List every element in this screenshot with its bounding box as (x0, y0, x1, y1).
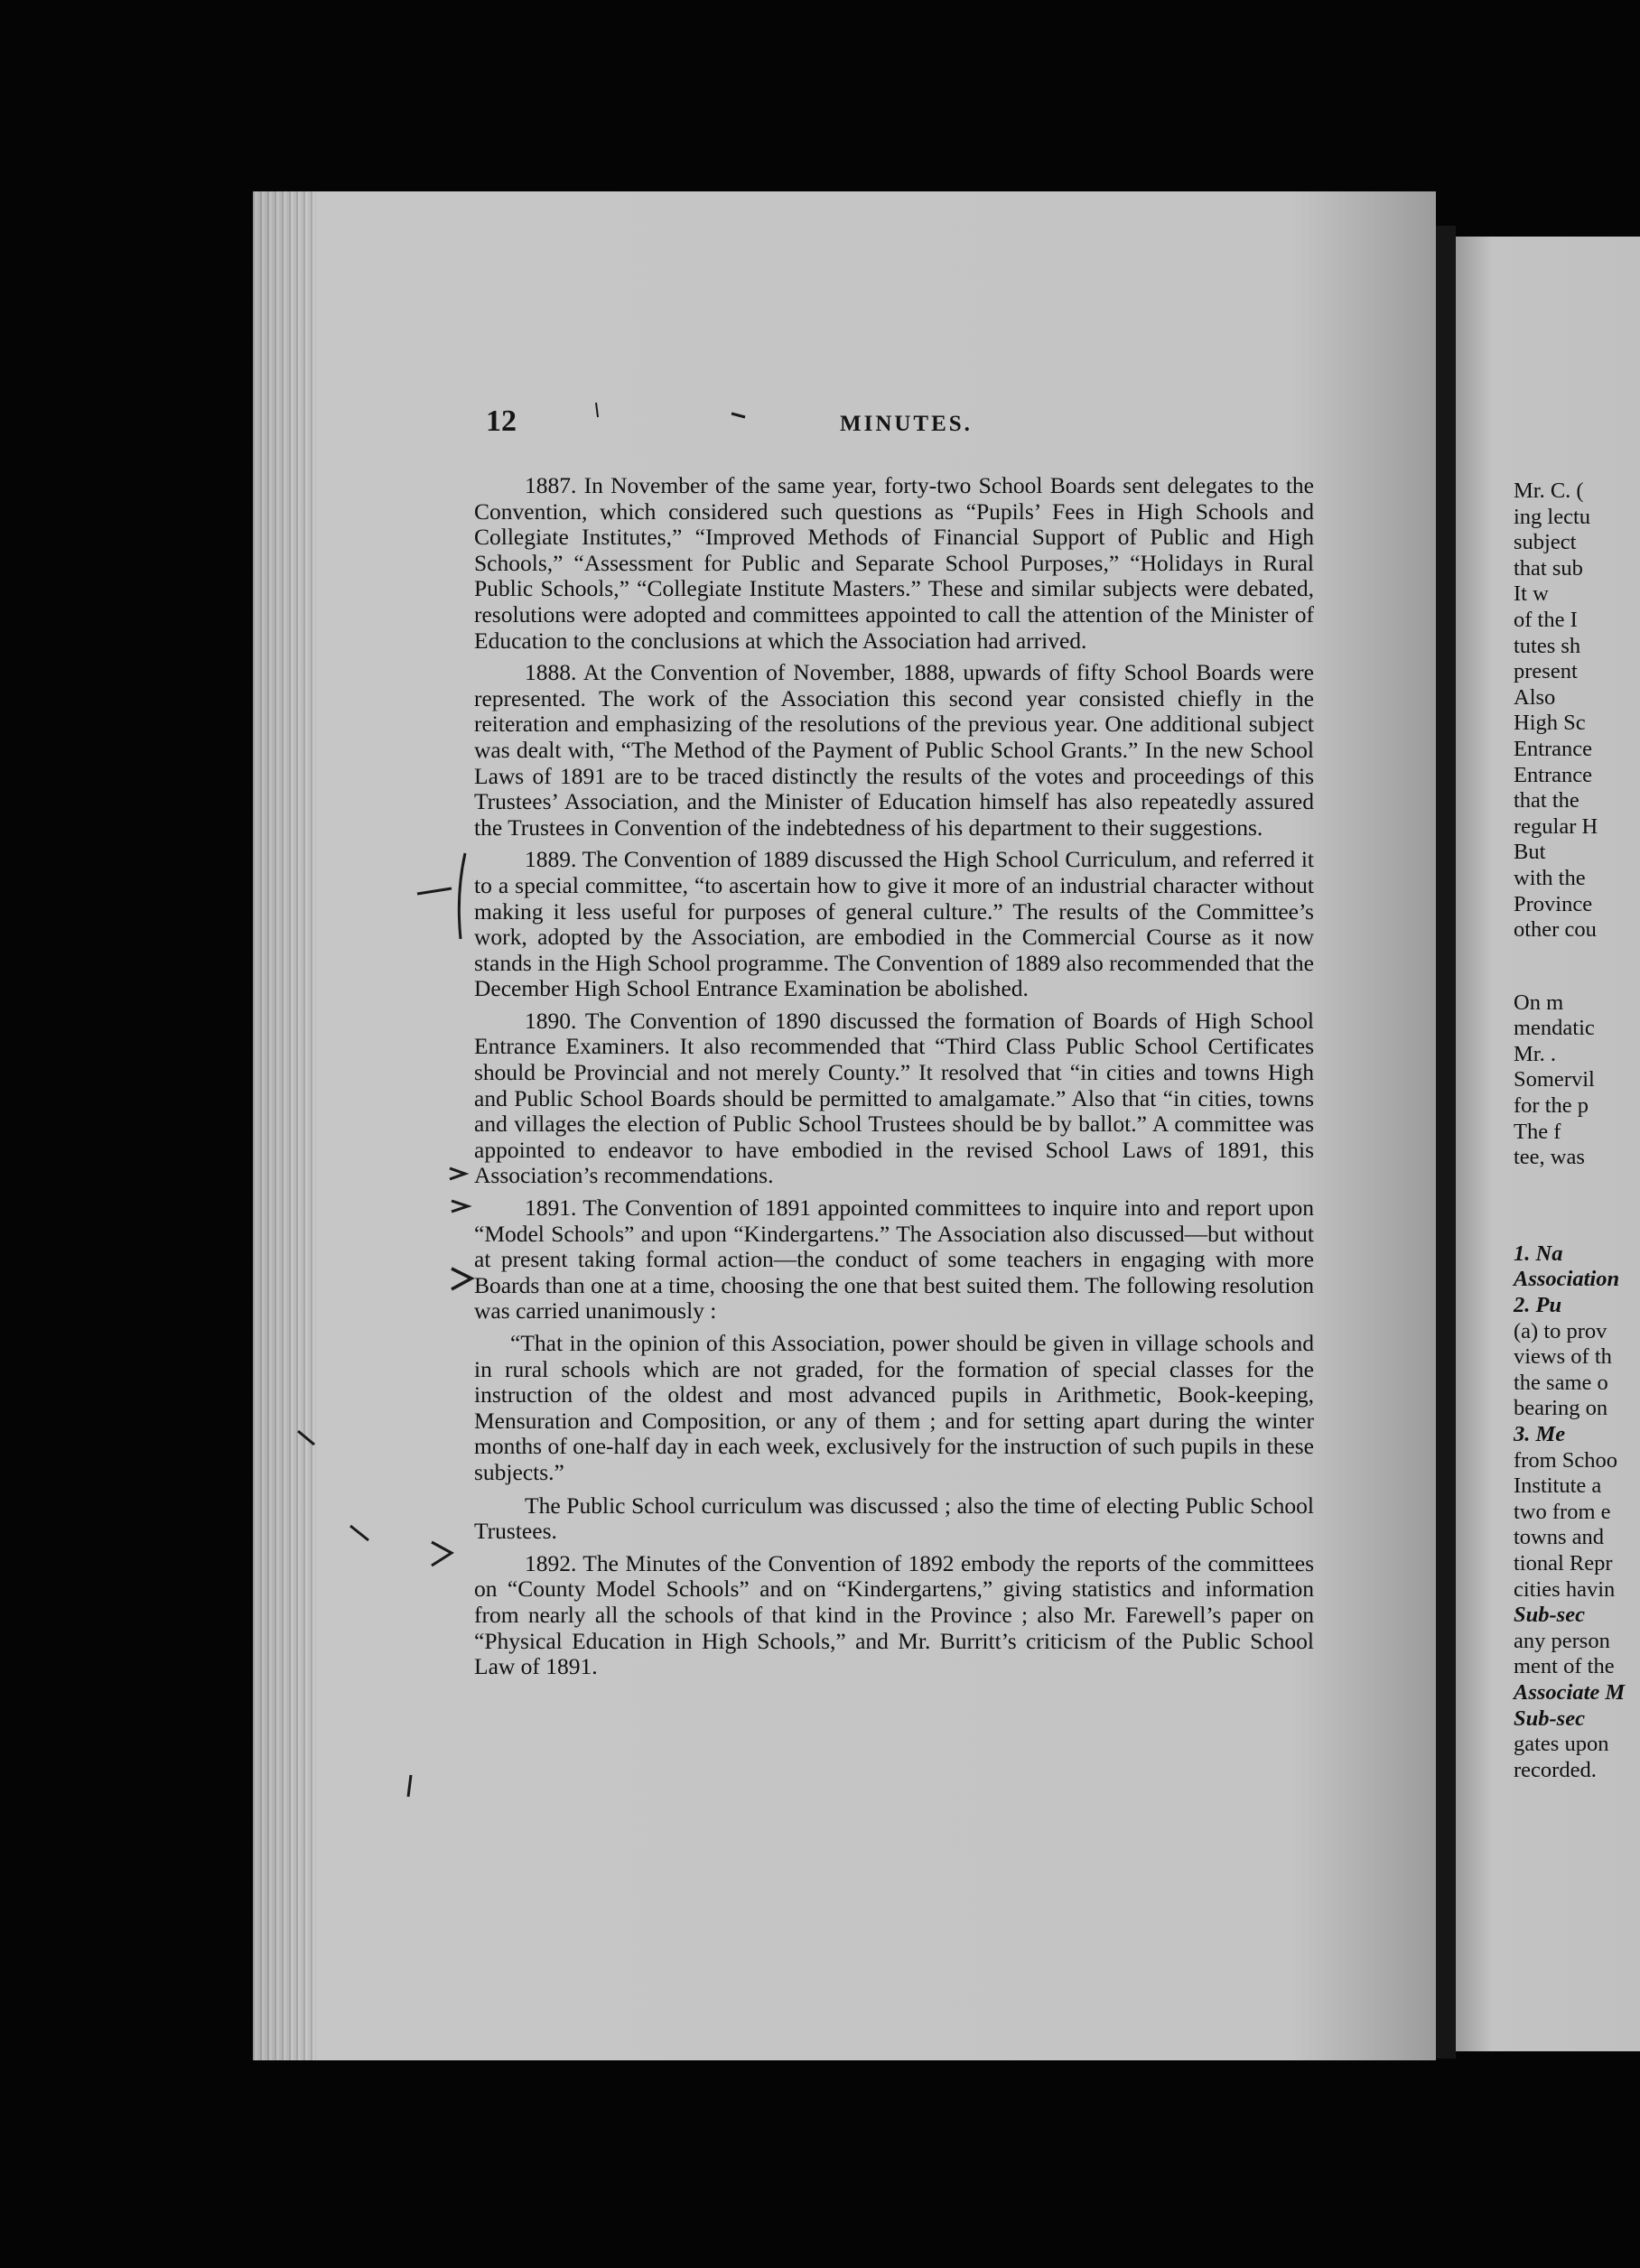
facing-line: ment of the (1514, 1654, 1615, 1679)
facing-line: Entrance (1514, 736, 1593, 761)
page-number: 12 (486, 404, 517, 438)
facing-line: 3. Me (1514, 1422, 1566, 1446)
facing-line: subject (1514, 530, 1577, 555)
facing-line: Sub-sec (1514, 1706, 1585, 1731)
facing-line: towns and (1514, 1525, 1605, 1550)
facing-line: tional Repr (1514, 1550, 1613, 1576)
facing-line: for the p (1514, 1093, 1589, 1119)
facing-spacer (1514, 943, 1640, 990)
facing-line: But (1514, 840, 1546, 865)
facing-line: It w (1514, 581, 1549, 607)
paragraph-1892: 1892. The Minutes of the Convention of 1892 embody the reports of the committees on “County Model Schools” and on “Kindergartens,” giving statistics and information from nearly all the schools of that kind in the Province ; also Mr. Farewell’s paper on “Physical Education in High Schools,” and Mr. Burritt’s criticism of the Public School Law of 1891. (474, 1549, 1314, 1680)
facing-line: regular H (1514, 813, 1598, 839)
facing-line: from Schoo (1514, 1447, 1617, 1473)
paragraph-1888: 1888. At the Convention of November, 1888, upwards of fifty School Boards were represented. The work of the Association this second year consisted chiefly in the reiteration and emphasizing of the resolutions of the previous year. One additional subject was dealt with, “The Method of the Payment of Public School Grants.” In the new School Laws of 1891 are to be traced distinctly the results of the votes and proceedings of this Trustees’ Association, and the Minister of Education himself has also repeatedly assured the Trustees in Convention of the indebtedness of his department to their suggestions. (474, 659, 1314, 841)
facing-line: Somervil (1514, 1067, 1595, 1092)
facing-line: tutes sh (1514, 633, 1581, 658)
facing-line: any person (1514, 1628, 1610, 1653)
facing-line: Sub-sec (1514, 1603, 1585, 1628)
facing-line: Mr. C. ( (1514, 479, 1584, 503)
facing-line: the same o (1514, 1370, 1608, 1395)
facing-line: cities havin (1514, 1576, 1616, 1602)
facing-line: Association (1514, 1267, 1620, 1292)
facing-line: Entrance (1514, 762, 1593, 787)
facing-line: 2. Pu (1514, 1293, 1562, 1318)
paragraph-curriculum: The Public School curriculum was discussed ; also the time of electing Public School Trustees. (474, 1492, 1314, 1545)
facing-line: two from e (1514, 1499, 1611, 1524)
facing-line: that the (1514, 788, 1579, 813)
paragraph-1891: 1891. The Convention of 1891 appointed committees to inquire into and report upon “Model Schools” and upon “Kindergartens.” The Association also discussed—but without at present taking formal action—the conduct of some teachers in engaging with more Boards than one at a time, choosing the one that best suited them. The following resolution was carried unanimously : (474, 1194, 1314, 1325)
facing-line: ing lectu (1514, 504, 1591, 529)
facing-line: (a) to prov (1514, 1318, 1607, 1343)
facing-line: present (1514, 659, 1578, 684)
facing-spacer (1514, 1171, 1640, 1241)
facing-line: other cou (1514, 917, 1597, 943)
body-text (474, 473, 1314, 1687)
facing-line: The f (1514, 1119, 1561, 1144)
facing-line: of the I (1514, 607, 1578, 632)
facing-line: On m (1514, 990, 1564, 1015)
facing-line: Institute a (1514, 1473, 1602, 1499)
paragraph-1890: 1890. The Convention of 1890 discussed the formation of Boards of High School Entrance Examiners. It also recommended that “Third Class Public School Certificates should be Provincial and not merely County.” It resolved that “in cities and towns High and Public School Boards should be permitted to amalgamate.” Also that “in cities, towns and villages the election of Public School Trustees should be by ballot.” A committee was appointed to endeavor to have embodied in the revised School Laws of 1891, this Association’s recommendations. (474, 1007, 1314, 1189)
facing-line: gates upon (1514, 1732, 1609, 1757)
running-head: MINUTES. (840, 412, 973, 436)
facing-line: Province (1514, 891, 1593, 916)
facing-line: recorded. (1514, 1757, 1597, 1782)
book-gutter (1436, 226, 1456, 2059)
facing-line: bearing on (1514, 1396, 1608, 1421)
facing-line: 1. Na (1514, 1241, 1563, 1266)
facing-line: Mr. . (1514, 1041, 1556, 1066)
facing-line: Associate M (1514, 1679, 1626, 1705)
facing-line: that sub (1514, 555, 1583, 581)
facing-line: with the (1514, 865, 1586, 890)
facing-line: tee, was (1514, 1145, 1585, 1170)
page-edge-stack (253, 191, 316, 2060)
facing-line: mendatic (1514, 1016, 1595, 1041)
facing-line: Also (1514, 684, 1556, 710)
facing-line: High Sc (1514, 711, 1586, 736)
facing-page-text (1514, 479, 1640, 1783)
paragraph-1889: 1889. The Convention of 1889 discussed the High School Curriculum, and referred it to a special committee, “to ascertain how to give it more of an industrial character without making it less useful for purposes of general culture.” The results of the Committee’s work, adopted by the Association, are embodied in the Commercial Course as it now stands in the High School programme. The Convention of 1889 also recommended that the December High School Entrance Examination be abolished. (474, 846, 1314, 1002)
resolution-quote: “That in the opinion of this Association, power should be given in village schools and in rural schools which are not graded, for the formation of special classes for the instruction of the oldest and most advanced pupils in Arithmetic, Book-keeping, Mensuration and Composition, or any of them ; and for setting apart during the winter months of one-half day in each week, exclusively for the instruction of such pupils in these subjects.” (474, 1330, 1314, 1485)
paragraph-1887: 1887. In November of the same year, forty-two School Boards sent delegates to the Convention, which considered such questions as “Pupils’ Fees in High Schools and Collegiate Institutes,” “Improved Methods of Financial Support of Public and High Schools,” “Assessment for Public and Separate School Purposes,” “Holidays in Rural Public Schools,” “Collegiate Institute Masters.” These and similar subjects were debated, resolutions were adopted and committees appointed to call the attention of the Minister of Education to the conclusions at which the Association had arrived. (474, 472, 1314, 654)
facing-line: views of th (1514, 1344, 1612, 1370)
